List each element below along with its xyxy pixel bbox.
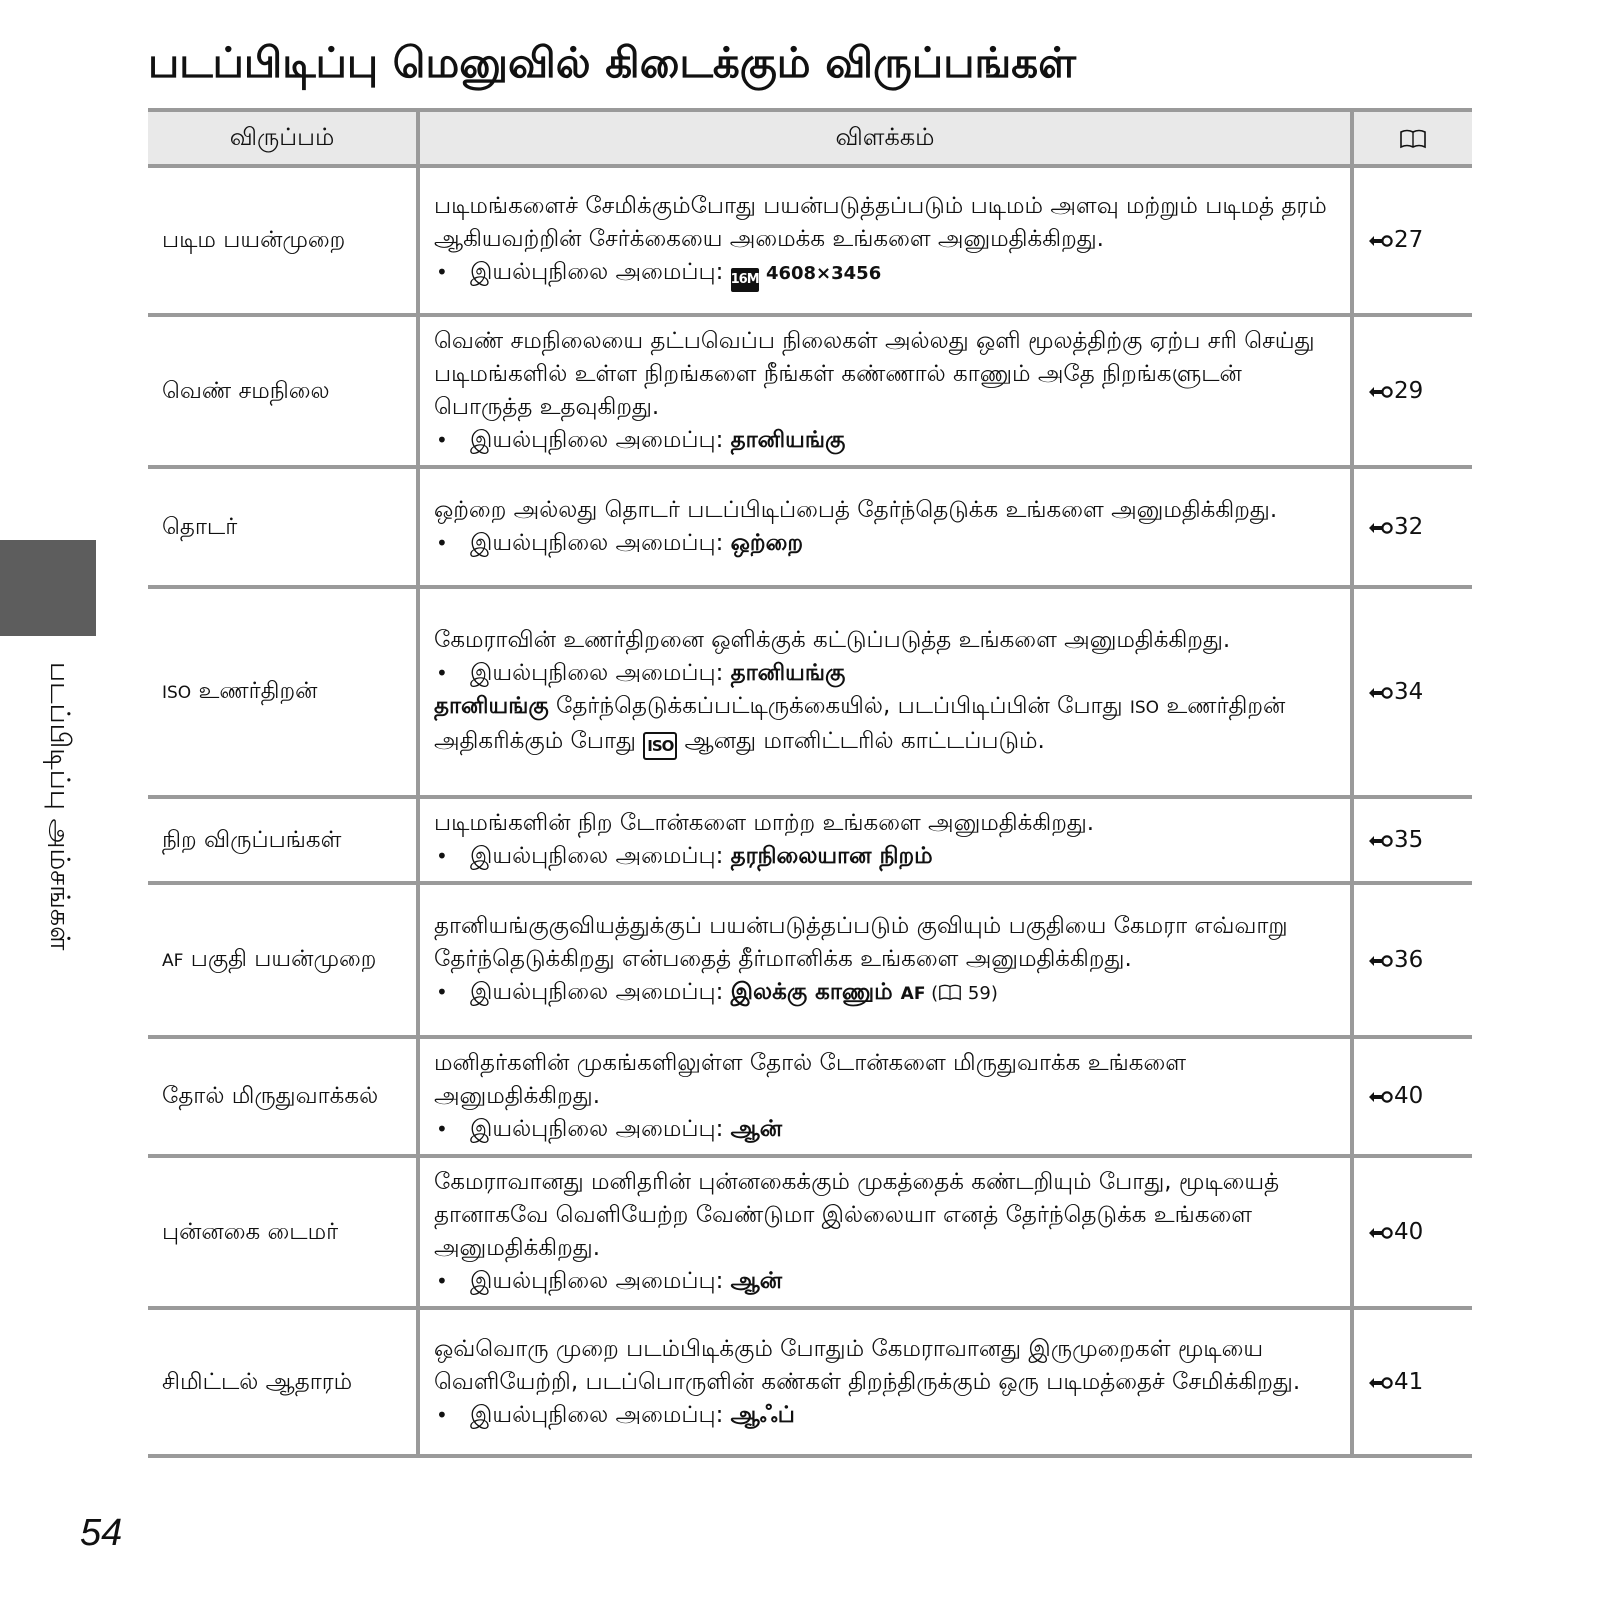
- cross-reference-page: 59): [962, 982, 998, 1004]
- book-icon: [938, 984, 962, 1001]
- default-setting: [434, 657, 1340, 690]
- option-name: சிமிட்டல் ஆதாரம்: [148, 1308, 418, 1456]
- default-setting: [434, 976, 1340, 1011]
- page-reference: [1352, 166, 1472, 315]
- default-value: 4608×3456: [765, 262, 882, 284]
- default-label: இயல்புநிலை அமைப்பு:: [470, 1268, 731, 1294]
- cross-reference-open: (: [925, 982, 939, 1004]
- reference-page: 35: [1394, 826, 1424, 853]
- table-row: [148, 315, 1472, 467]
- page-reference: [1352, 883, 1472, 1037]
- options-table: [148, 108, 1472, 1458]
- reference-page: 32: [1394, 513, 1424, 540]
- default-label: இயல்புநிலை அமைப்பு:: [470, 660, 731, 686]
- option-label: உணர்திறன்: [191, 677, 318, 704]
- header-reference: [1352, 110, 1472, 166]
- note-iso: ISO: [1129, 698, 1160, 718]
- reference-page: 36: [1394, 946, 1424, 973]
- header-description: விளக்கம்: [418, 110, 1352, 166]
- table-row: [148, 1037, 1472, 1156]
- default-setting: [434, 1113, 1340, 1146]
- default-setting: [434, 424, 1340, 457]
- table-row: [148, 467, 1472, 587]
- default-value: ஆன்: [730, 1116, 783, 1142]
- reference-arrow-icon: [1368, 521, 1393, 535]
- default-setting: [434, 527, 1340, 560]
- option-name: நிற விருப்பங்கள்: [148, 797, 418, 883]
- page-number: 54: [80, 1512, 123, 1554]
- iso-icon: ISO: [643, 732, 677, 760]
- description-text: கேமராவானது மனிதரின் புன்னகைக்கும் முகத்தைக் கண்டறியும் போது, மூடியைத் தானாகவே வெளியேற்ற வேண்டுமா இல்லையா எனத் தேர்ந்தெடுக்க உங்களை அனுமதிக்கிறது.: [434, 1169, 1280, 1261]
- description-note: [434, 690, 1340, 760]
- 16m-image-size-icon: 16M: [731, 268, 759, 292]
- description-text: வெண் சமநிலையை தட்பவெப்ப நிலைகள் அல்லது ஒளி மூலத்திற்கு ஏற்ப சரி செய்து படிமங்களில் உள்ள நிறங்களை நீங்கள் கண்ணால் காணும் அதே நிறங்களுடன் பொருத்த உதவுகிறது.: [434, 328, 1315, 420]
- table-row: [148, 166, 1472, 315]
- default-value: ஒற்றை: [730, 530, 803, 556]
- option-description: [418, 166, 1352, 315]
- option-description: [418, 1308, 1352, 1456]
- reference-page: 29: [1394, 377, 1424, 404]
- note-text: உணர்திறன் அதிகரிக்கும் போது: [434, 693, 1286, 754]
- default-label: இயல்புநிலை அமைப்பு:: [470, 530, 731, 556]
- default-label: இயல்புநிலை அமைப்பு:: [470, 843, 731, 869]
- reference-arrow-icon: [1368, 954, 1393, 968]
- option-name: படிம பயன்முறை: [148, 166, 418, 315]
- option-description: [418, 315, 1352, 467]
- default-value: ஆஃப்: [730, 1401, 795, 1428]
- default-setting: [434, 1399, 1340, 1432]
- note-bold: தானியங்கு: [434, 693, 549, 719]
- description-text: ஒவ்வொரு முறை படம்பிடிக்கும் போதும் கேமராவானது இருமுறைகள் மூடியை வெளியேற்றி, படப்பொருளின் கண்கள் திறந்திருக்கும் ஒரு படிமத்தைச் சேமிக்கிறது.: [434, 1335, 1301, 1395]
- reference-arrow-icon: [1368, 1226, 1393, 1240]
- option-description: [418, 1156, 1352, 1308]
- default-value-suffix: AF: [900, 983, 926, 1004]
- reference-arrow-icon: [1368, 1376, 1393, 1390]
- option-prefix: AF: [162, 950, 184, 971]
- option-name: தொடர்: [148, 467, 418, 587]
- option-label: பகுதி பயன்முறை: [183, 945, 377, 972]
- option-description: [418, 467, 1352, 587]
- option-description: [418, 883, 1352, 1037]
- option-description: [418, 587, 1352, 797]
- reference-page: 27: [1394, 227, 1424, 253]
- note-text: தேர்ந்தெடுக்கப்பட்டிருக்கையில், படப்பிடிப்பின் போது: [548, 693, 1130, 719]
- default-setting: [434, 1265, 1340, 1298]
- default-value: தானியங்கு: [730, 427, 846, 453]
- option-name: தோல் மிருதுவாக்கல்: [148, 1037, 418, 1156]
- page-reference: [1352, 467, 1472, 587]
- default-value: இலக்கு காணும்: [730, 978, 901, 1005]
- default-setting: [434, 256, 1340, 292]
- option-name: [148, 587, 418, 797]
- description-text: படிமங்களைச் சேமிக்கும்போது பயன்படுத்தப்படும் படிமம் அளவு மற்றும் படிமத் தரம் ஆகியவற்றின் சேர்க்கையை அமைக்க உங்களை அனுமதிக்கிறது.: [434, 192, 1327, 252]
- default-label: இயல்புநிலை அமைப்பு:: [470, 1116, 731, 1142]
- option-description: [418, 1037, 1352, 1156]
- page-reference: [1352, 1156, 1472, 1308]
- default-setting: [434, 840, 1340, 873]
- description-text: கேமராவின் உணர்திறனை ஒளிக்குக் கட்டுப்படுத்த உங்களை அனுமதிக்கிறது.: [434, 627, 1231, 653]
- note-text: ஆனது மானிட்டரில் காட்டப்படும்.: [677, 728, 1045, 754]
- option-prefix: ISO: [162, 682, 192, 703]
- default-label: இயல்புநிலை அமைப்பு:: [470, 978, 731, 1005]
- table-row: [148, 587, 1472, 797]
- page-reference: [1352, 1308, 1472, 1456]
- section-tab: [0, 540, 96, 636]
- description-text: ஒற்றை அல்லது தொடர் படப்பிடிப்பைத் தேர்ந்தெடுக்க உங்களை அனுமதிக்கிறது.: [434, 497, 1278, 523]
- description-text: மனிதர்களின் முகங்களிலுள்ள தோல் டோன்களை மிருதுவாக்க உங்களை அனுமதிக்கிறது.: [434, 1050, 1186, 1109]
- header-option: விருப்பம்: [148, 110, 418, 166]
- section-label: படப்பிடிப்பு அம்சங்கள்: [44, 662, 75, 951]
- default-label: இயல்புநிலை அமைப்பு:: [470, 1401, 731, 1428]
- reference-arrow-icon: [1368, 834, 1393, 848]
- page-reference: [1352, 797, 1472, 883]
- reference-arrow-icon: [1368, 686, 1393, 700]
- description-text: தானியங்குகுவியத்துக்குப் பயன்படுத்தப்படும் குவியும் பகுதியை கேமரா எவ்வாறு தேர்ந்தெடுக்கிறது என்பதைத் தீர்மானிக்க உங்களை அனுமதிக்கிறது.: [434, 912, 1288, 972]
- table-row: [148, 1308, 1472, 1456]
- default-value: ஆன்: [730, 1268, 783, 1294]
- default-value: தானியங்கு: [730, 660, 846, 686]
- reference-arrow-icon: [1368, 1090, 1393, 1104]
- table-row: [148, 797, 1472, 883]
- option-name: வெண் சமநிலை: [148, 315, 418, 467]
- table-row: [148, 1156, 1472, 1308]
- default-label: இயல்புநிலை அமைப்பு:: [470, 427, 731, 453]
- option-name: புன்னகை டைமர்: [148, 1156, 418, 1308]
- table-header-row: [148, 110, 1472, 166]
- reference-page: 40: [1394, 1083, 1424, 1109]
- default-value: தரநிலையான நிறம்: [730, 843, 933, 869]
- reference-arrow-icon: [1368, 385, 1393, 399]
- book-icon: [1399, 129, 1427, 149]
- page-reference: [1352, 1037, 1472, 1156]
- default-label: இயல்புநிலை அமைப்பு:: [470, 258, 731, 285]
- reference-arrow-icon: [1368, 234, 1393, 248]
- option-name: [148, 883, 418, 1037]
- option-description: [418, 797, 1352, 883]
- page-title: படப்பிடிப்பு மெனுவில் கிடைக்கும் விருப்பங்கள்: [148, 38, 1076, 87]
- description-text: படிமங்களின் நிற டோன்களை மாற்ற உங்களை அனுமதிக்கிறது.: [434, 810, 1095, 836]
- page-reference: [1352, 587, 1472, 797]
- page-reference: [1352, 315, 1472, 467]
- table-row: [148, 883, 1472, 1037]
- reference-page: 41: [1394, 1368, 1424, 1395]
- reference-page: 40: [1394, 1218, 1424, 1245]
- reference-page: 34: [1394, 678, 1424, 705]
